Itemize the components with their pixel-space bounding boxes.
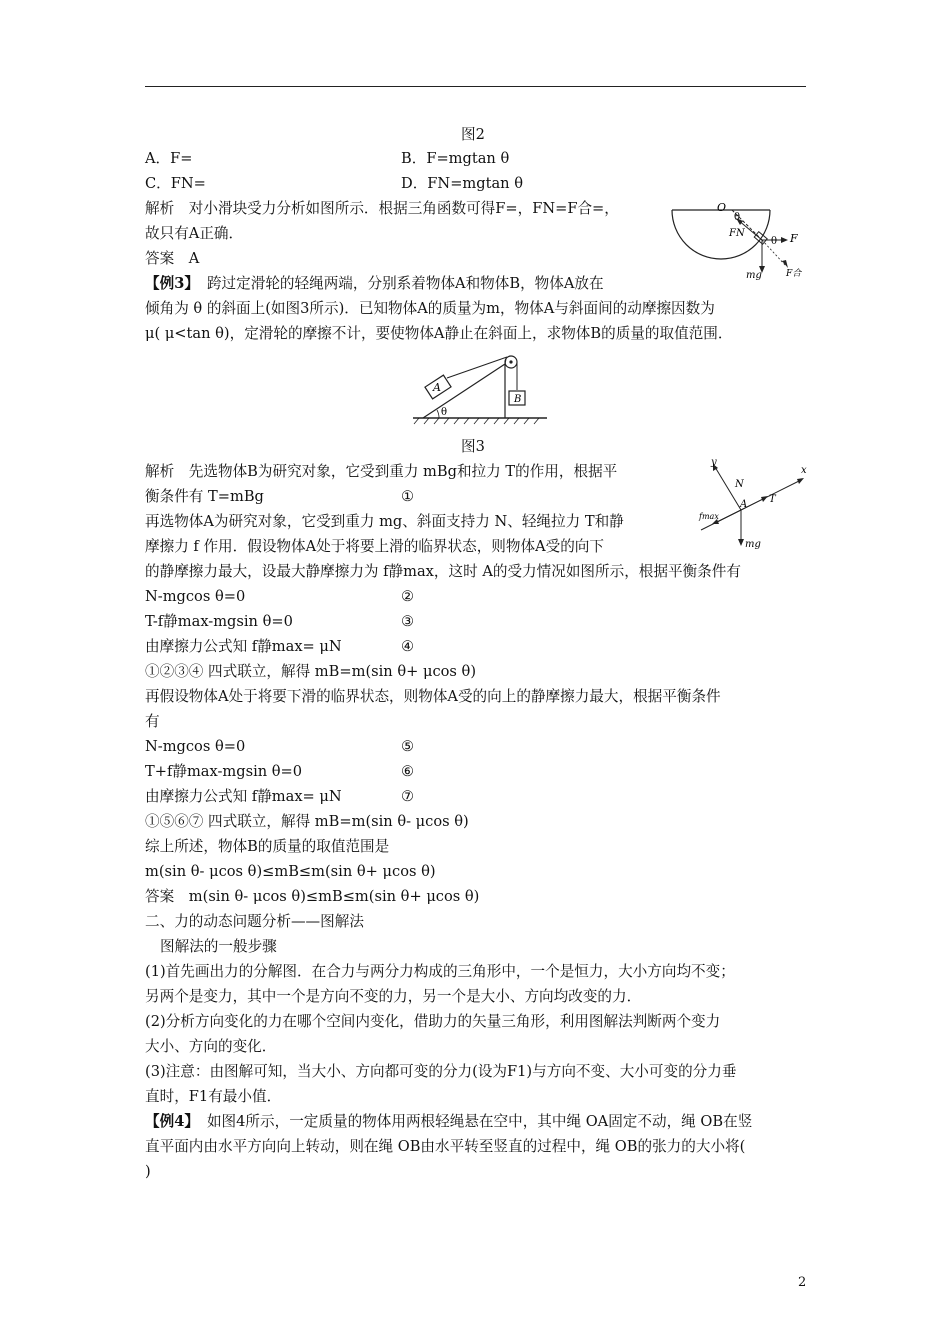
option-a: A．F= xyxy=(145,150,193,167)
solution-line-1: 解析 先选物体B为研究对象，它受到重力 mBg和拉力 T的作用，根据平 xyxy=(145,463,618,480)
example-4-line-2: 直平面内由水平方向向上转动，则在绳 OB由水平转至竖直的过程中，绳 OB的张力的大小将( xyxy=(145,1138,746,1155)
example-4-line-3: ) xyxy=(145,1163,151,1180)
equation-number-5: ⑤ xyxy=(401,738,415,755)
block-b-label: B xyxy=(514,394,522,405)
example-3-line-2: 倾角为 θ 的斜面上(如图3所示)．已知物体A的质量为m，物体A与斜面间的动摩擦因数为 xyxy=(145,300,715,317)
figure-3-caption: 图3 xyxy=(461,438,485,455)
force-fmax-label: fmax xyxy=(699,512,719,521)
solution-line-7: 有 xyxy=(145,713,160,730)
example-3-line-3: μ( μ<tan θ)，定滑轮的摩擦不计，要使物体A静止在斜面上，求物体B的质量的取值范围． xyxy=(145,325,733,342)
solution-line-5: 的静摩擦力最大，设最大静摩擦力为 f静max，这时 A的受力情况如图所示，根据平衡条件有 xyxy=(145,563,741,580)
equation-4: 由摩擦力公式知 f静max= μN xyxy=(145,638,342,655)
figure-2-caption: 图2 xyxy=(461,126,485,143)
solution-line-6: 再假设物体A处于将要下滑的临界状态，则物体A受的向上的静摩擦力最大，根据平衡条件 xyxy=(145,688,721,705)
equation-3: T-f静max-mgsin θ=0 xyxy=(145,613,293,630)
bowl-force-diagram xyxy=(670,198,810,288)
section-2-subtitle: 图解法的一般步骤 xyxy=(160,938,277,955)
summary-line: 综上所述，物体B的质量的取值范围是 xyxy=(145,838,390,855)
axis-x-label: x xyxy=(801,465,807,476)
solution-line-4: 摩擦力 f 作用．假设物体A处于将要上滑的临界状态，则物体A受的向下 xyxy=(145,538,604,555)
example-3-answer: 答案 m(sin θ- μcos θ)≤mB≤m(sin θ+ μcos θ) xyxy=(145,888,480,905)
analysis-line-1: 解析 对小滑块受力分析如图所示．根据三角函数可得F=，FN=F合=， xyxy=(145,200,619,217)
option-c: C．FN= xyxy=(145,175,206,192)
equation-number-7: ⑦ xyxy=(401,788,415,805)
solution-line-3: 再选物体A为研究对象，它受到重力 mg、斜面支持力 N、轻绳拉力 T和静 xyxy=(145,513,624,530)
label-fn: FN xyxy=(729,228,745,239)
force-n-label: N xyxy=(735,479,744,490)
label-f: F xyxy=(790,232,798,245)
example-4-tag: 【例4】 xyxy=(145,1113,199,1130)
step-2-line-1: (2)分析方向变化的力在哪个空间内变化，借助力的矢量三角形，利用图解法判断两个变力 xyxy=(145,1013,721,1030)
equation-number-2: ② xyxy=(401,588,415,605)
example-3-tag: 【例3】 xyxy=(145,275,199,292)
equation-number-4: ④ xyxy=(401,638,415,655)
block-a-label: A xyxy=(433,381,441,394)
force-t-label: T xyxy=(769,494,776,505)
example-3-text: 跨过定滑轮的轻绳两端，分别系着物体A和物体B，物体A放在 xyxy=(206,275,604,292)
incline-theta-label: θ xyxy=(441,407,448,418)
step-1-line-2: 另两个是变力，其中一个是方向不变的力，另一个是大小、方向均改变的力． xyxy=(145,988,642,1005)
label-mg: mg xyxy=(746,270,762,281)
step-1-line-1: (1)首先画出力的分解图．在合力与两分力构成的三角形中，一个是恒力，大小方向均不变； xyxy=(145,963,735,980)
incline-pulley-diagram xyxy=(405,350,555,430)
axis-y-label: y xyxy=(711,457,717,468)
equation-6: T+f静max-mgsin θ=0 xyxy=(145,763,303,780)
equation-5: N-mgcos θ=0 xyxy=(145,738,246,755)
force-mg-label: mg xyxy=(745,539,761,550)
result-2: ①⑤⑥⑦ 四式联立，解得 mB=m(sin θ- μcos θ) xyxy=(145,813,469,830)
equation-7: 由摩擦力公式知 f静max= μN xyxy=(145,788,342,805)
equation-2: N-mgcos θ=0 xyxy=(145,588,246,605)
example-4-text: 如图4所示，一定质量的物体用两根轻绳悬在空中，其中绳 OA固定不动，绳 OB在竖 xyxy=(206,1113,753,1130)
point-a-label: A xyxy=(740,499,748,510)
force-diagram xyxy=(693,455,813,555)
label-f-he: F合 xyxy=(786,269,802,279)
step-3-line-2: 直时，F1有最小值． xyxy=(145,1088,282,1105)
solution-line-2: 衡条件有 T=mBg xyxy=(145,488,264,505)
header-rule xyxy=(145,86,806,87)
analysis-line-2: 故只有A正确． xyxy=(145,225,244,242)
label-theta-2: θ xyxy=(771,236,778,247)
option-b: B．F=mgtan θ xyxy=(401,150,510,167)
equation-number-3: ③ xyxy=(401,613,415,630)
section-2-title: 二、力的动态问题分析——图解法 xyxy=(145,913,364,930)
label-theta-1: θ xyxy=(734,212,741,223)
equation-number-1: ① xyxy=(401,488,415,505)
label-o: O xyxy=(717,201,727,214)
answer-line: 答案 A xyxy=(145,250,200,267)
option-d: D．FN=mgtan θ xyxy=(401,175,523,192)
example-3-line-1 xyxy=(145,275,604,293)
example-4-line-1 xyxy=(145,1113,752,1131)
step-3-line-1: (3)注意：由图解可知，当大小、方向都可变的分力(设为F1)与方向不变、大小可变的分力垂 xyxy=(145,1063,737,1080)
result-1: ①②③④ 四式联立，解得 mB=m(sin θ+ μcos θ) xyxy=(145,663,477,680)
summary-range: m(sin θ- μcos θ)≤mB≤m(sin θ+ μcos θ) xyxy=(145,863,436,880)
page-number: 2 xyxy=(798,1275,807,1290)
step-2-line-2: 大小、方向的变化． xyxy=(145,1038,277,1055)
equation-number-6: ⑥ xyxy=(401,763,415,780)
